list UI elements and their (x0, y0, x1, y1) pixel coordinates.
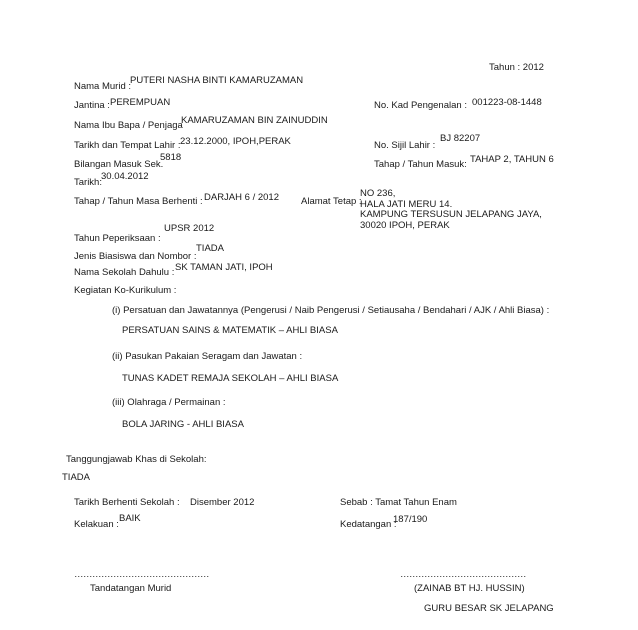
cocurricular-heading-1: (i) Persatuan dan Jawatannya (Pengerusi / Naib Pengerusi / Setiausaha / Bendahari / AJK / Ahli Biasa) : (112, 305, 550, 316)
student-name-value: PUTERI NASHA BINTI KAMARUZAMAN (130, 75, 304, 86)
cocurricular-heading-3: (iii) Olahraga / Permainan : (112, 397, 226, 408)
parent-name-value: KAMARUZAMAN BIN ZAINUDDIN (181, 115, 328, 126)
cocurricular-heading-2: (ii) Pasukan Pakaian Seragam dan Jawatan : (112, 351, 303, 362)
parent-name-label: Nama Ibu Bapa / Penjaga (74, 120, 183, 131)
attendance-value: 187/190 (393, 514, 428, 525)
scholarship-value: TIADA (196, 243, 224, 254)
leaving-date-label: Tarikh Berhenti Sekolah : (74, 497, 180, 508)
cocurricular-value-1: PERSATUAN SAINS & MATEMATIK – AHLI BIASA (122, 325, 338, 336)
address-line-2: HALA JATI MERU 14. (360, 199, 453, 210)
gender-value: PEREMPUAN (110, 97, 171, 108)
attendance-label: Kedatangan : (340, 519, 397, 530)
date-label: Tarikh: (74, 177, 102, 188)
reason-text: Sebab : Tamat Tahun Enam (340, 497, 457, 508)
leaving-level-label: Tahap / Tahun Masa Berhenti : (74, 196, 203, 207)
headmaster-title: GURU BESAR SK JELAPANG (424, 603, 554, 614)
birth-cert-value: BJ 82207 (440, 133, 481, 144)
exam-year-label: Tahun Peperiksaan : (74, 233, 161, 244)
headmaster-signature-line: …………………………………… (400, 569, 526, 580)
entry-level-value: TAHAP 2, TAHUN 6 (470, 154, 554, 165)
special-duty-label: Tanggungjawab Khas di Sekolah: (66, 454, 207, 465)
birth-value: 23.12.2000, IPOH,PERAK (180, 136, 291, 147)
leaving-level-value: DARJAH 6 / 2012 (204, 192, 279, 203)
date-value: 30.04.2012 (101, 171, 149, 182)
gender-label: Jantina : (74, 100, 110, 111)
student-signature-caption: Tandatangan Murid (90, 583, 172, 594)
cocurricular-value-3: BOLA JARING - AHLI BIASA (122, 419, 244, 430)
entry-level-label: Tahap / Tahun Masuk: (374, 159, 467, 170)
address-line-1: NO 236, (360, 188, 396, 199)
birth-label: Tarikh dan Tempat Lahir : (74, 140, 181, 151)
exam-year-value: UPSR 2012 (164, 223, 215, 234)
address-line-4: 30020 IPOH, PERAK (360, 220, 450, 231)
address-line-3: KAMPUNG TERSUSUN JELAPANG JAYA, (360, 209, 542, 220)
scholarship-label: Jenis Biasiswa dan Nombor : (74, 251, 197, 262)
ic-number-value: 001223-08-1448 (472, 97, 542, 108)
leaving-date-value: Disember 2012 (190, 497, 255, 508)
student-name-label: Nama Murid : (74, 81, 132, 92)
previous-school-value: SK TAMAN JATI, IPOH (175, 262, 273, 273)
cocurricular-label: Kegiatan Ko-Kurikulum : (74, 285, 177, 296)
conduct-value: BAIK (119, 513, 141, 524)
student-signature-line: ……………………………………… (74, 569, 209, 580)
ic-number-label: No. Kad Pengenalan : (374, 100, 467, 111)
conduct-label: Kelakuan : (74, 519, 119, 530)
special-duty-value: TIADA (62, 472, 90, 483)
year-label: Tahun : 2012 (489, 62, 544, 73)
admission-number-label: Bilangan Masuk Sek. (74, 159, 164, 170)
headmaster-name: (ZAINAB BT HJ. HUSSIN) (414, 583, 525, 594)
previous-school-label: Nama Sekolah Dahulu : (74, 267, 175, 278)
cocurricular-value-2: TUNAS KADET REMAJA SEKOLAH – AHLI BIASA (122, 373, 339, 384)
birth-cert-label: No. Sijil Lahir : (374, 140, 436, 151)
address-label: Alamat Tetap : (301, 196, 362, 207)
admission-number-value: 5818 (160, 152, 182, 163)
